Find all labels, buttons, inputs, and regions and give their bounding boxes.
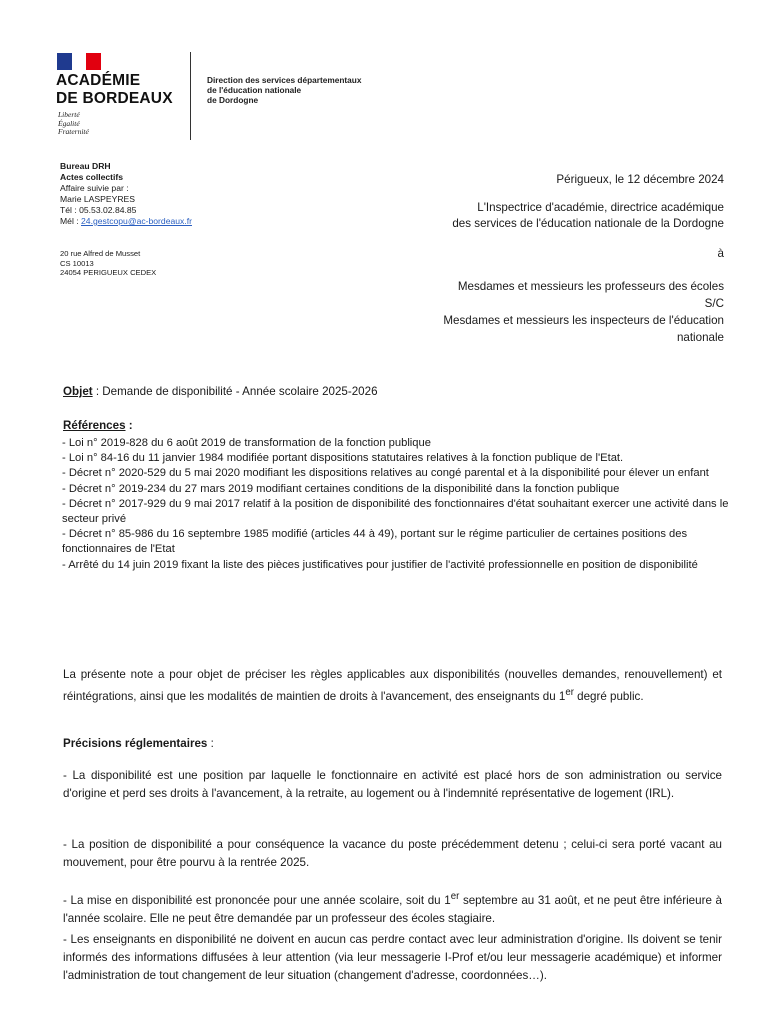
recipient-line2: S/C xyxy=(704,297,724,310)
letter-recipients xyxy=(443,278,724,346)
references-title xyxy=(63,418,133,433)
references-list xyxy=(62,436,730,573)
letter-to: à xyxy=(717,247,724,260)
sender-office: Bureau DRH xyxy=(60,161,111,171)
header-divider xyxy=(190,52,191,140)
reference-item: - Décret n° 2017-929 du 9 mai 2017 relatif à la position de disponibilité des fonctionnaires d'état souhaitant exercer une activité dans le secteur privé xyxy=(62,497,729,526)
direction-name xyxy=(207,75,361,105)
reference-item: - Décret n° 85-986 du 16 septembre 1985 modifié (articles 44 à 49), portant sur le régime particulier de certaines positions des fonctionnaires de l'Etat xyxy=(62,528,688,556)
precisions-title-suffix: : xyxy=(207,737,214,750)
sender-name: Marie LASPEYRES xyxy=(60,194,135,204)
reference-item: - Arrêté du 14 juin 2019 fixant la liste des pièces justificatives pour justifier de l'activité professionnelle en position de disponibilité xyxy=(62,558,698,571)
reference-item: - Loi n° 2019-828 du 6 août 2019 de transformation de la fonction publique xyxy=(62,437,431,449)
precision-paragraph-4: - Les enseignants en disponibilité ne doivent en aucun cas perdre contact avec leur administration d'origine. Ils doivent se tenir informés des informations diffusées à leur attention (via leur messagerie I-Prof et/ou leur messagerie académique) et informer l'administration de tout changement de leur situation (changement d'adresse, coordonnées…). xyxy=(63,933,722,982)
p3-text-a: - La mise en disponibilité est prononcée pour une année scolaire, soit du 1 xyxy=(63,893,451,907)
precision-paragraph-1: - La disponibilité est une position par laquelle le fonctionnaire en activité est placé hors de son administration ou service d'origine et perd ses droits à l'avancement, à la retraite, au logement ou à l'indemnité représentative de logement (IRL). xyxy=(63,769,722,800)
sender-phone: Tél : 05.53.02.84.85 xyxy=(60,205,137,215)
letter-author xyxy=(452,200,724,232)
direction-line3: de Dordogne xyxy=(207,95,259,105)
sender-mail-label: Mél : xyxy=(60,216,82,226)
reference-item: - Décret n° 2019-234 du 27 mars 2019 modifiant certaines conditions de la disponibilité dans la fonction publique xyxy=(62,482,620,495)
motto-egalite: Égalité xyxy=(58,118,80,128)
sender-mail-line xyxy=(60,216,192,227)
sender-unit: Actes collectifs xyxy=(60,172,124,182)
recipient-line4: nationale xyxy=(676,331,724,344)
motto-fraternite: Fraternité xyxy=(58,127,89,136)
address-city: 24054 PERIGUEUX CEDEX xyxy=(60,268,157,277)
recipient-line1: Mesdames et messieurs les professeurs des écoles xyxy=(457,280,724,293)
sender-block xyxy=(60,161,192,227)
references-title-text: Références xyxy=(63,419,126,432)
direction-line2: de l'éducation nationale xyxy=(207,85,302,95)
reference-item: - Décret n° 2020-529 du 5 mai 2020 modifiant les dispositions relatives au congé parental et à la disponibilité pour élever un enfant xyxy=(62,467,709,480)
subject-text: : Demande de disponibilité - Année scolaire 2025-2026 xyxy=(92,385,378,398)
sender-followed-by: Affaire suivie par : xyxy=(60,183,129,193)
sender-mail-link[interactable]: 24.gestcopu@ac-bordeaux.fr xyxy=(81,216,192,226)
precision-paragraph-2: - La position de disponibilité a pour conséquence la vacance du poste précédemment detenu ; celui-ci sera porté vacant au mouvement, pour être pourvu à la rentrée 2025. xyxy=(63,838,722,869)
republic-motto xyxy=(58,111,89,137)
reference-item: - Loi n° 84-16 du 11 janvier 1984 modifiée portant dispositions statutaires relatives à la fonction publique de l'Etat. xyxy=(62,452,624,465)
precision-paragraph-3 xyxy=(63,888,722,928)
academy-name xyxy=(56,72,173,108)
academy-name-line2: DE BORDEAUX xyxy=(56,90,173,107)
p3-superscript: er xyxy=(450,891,460,902)
intro-text-b: degré public. xyxy=(573,689,644,703)
letter-subject xyxy=(63,384,378,399)
intro-paragraph xyxy=(63,666,722,706)
precisions-title xyxy=(63,736,214,751)
recipient-line3: Mesdames et messieurs les inspecteurs de l'éducation xyxy=(443,314,724,327)
academy-name-line1: ACADÉMIE xyxy=(56,72,141,89)
p3-text-b: septembre au 31 août, et ne peut être inférieure à l'année scolaire. Elle ne peut être demandée par un professeur des écoles stagiaire. xyxy=(63,893,722,925)
direction-line1: Direction des services départementaux xyxy=(207,75,362,85)
intro-text-a: La présente note a pour objet de préciser les règles applicables aux disponibilités (nouvelles demandes, renouvellement) et réintégrations, ainsi que les modalités de maintien de droits à l'avancement, des enseignants du 1 xyxy=(63,668,722,703)
author-line2: des services de l'éducation nationale de la Dordogne xyxy=(452,217,724,230)
author-line1: L'Inspectrice d'académie, directrice académique xyxy=(477,201,724,214)
intro-superscript: er xyxy=(565,687,574,698)
republique-flag-icon xyxy=(57,53,101,70)
address-street: 20 rue Alfred de Musset xyxy=(60,249,141,258)
subject-label: Objet xyxy=(63,385,93,398)
references-title-suffix: : xyxy=(125,419,133,432)
address-cs: CS 10013 xyxy=(60,258,94,268)
letter-date: Périgueux, le 12 décembre 2024 xyxy=(556,173,724,186)
motto-liberte: Liberté xyxy=(58,110,80,119)
precisions-title-text: Précisions réglementaires xyxy=(63,737,208,750)
sender-address xyxy=(60,249,156,278)
